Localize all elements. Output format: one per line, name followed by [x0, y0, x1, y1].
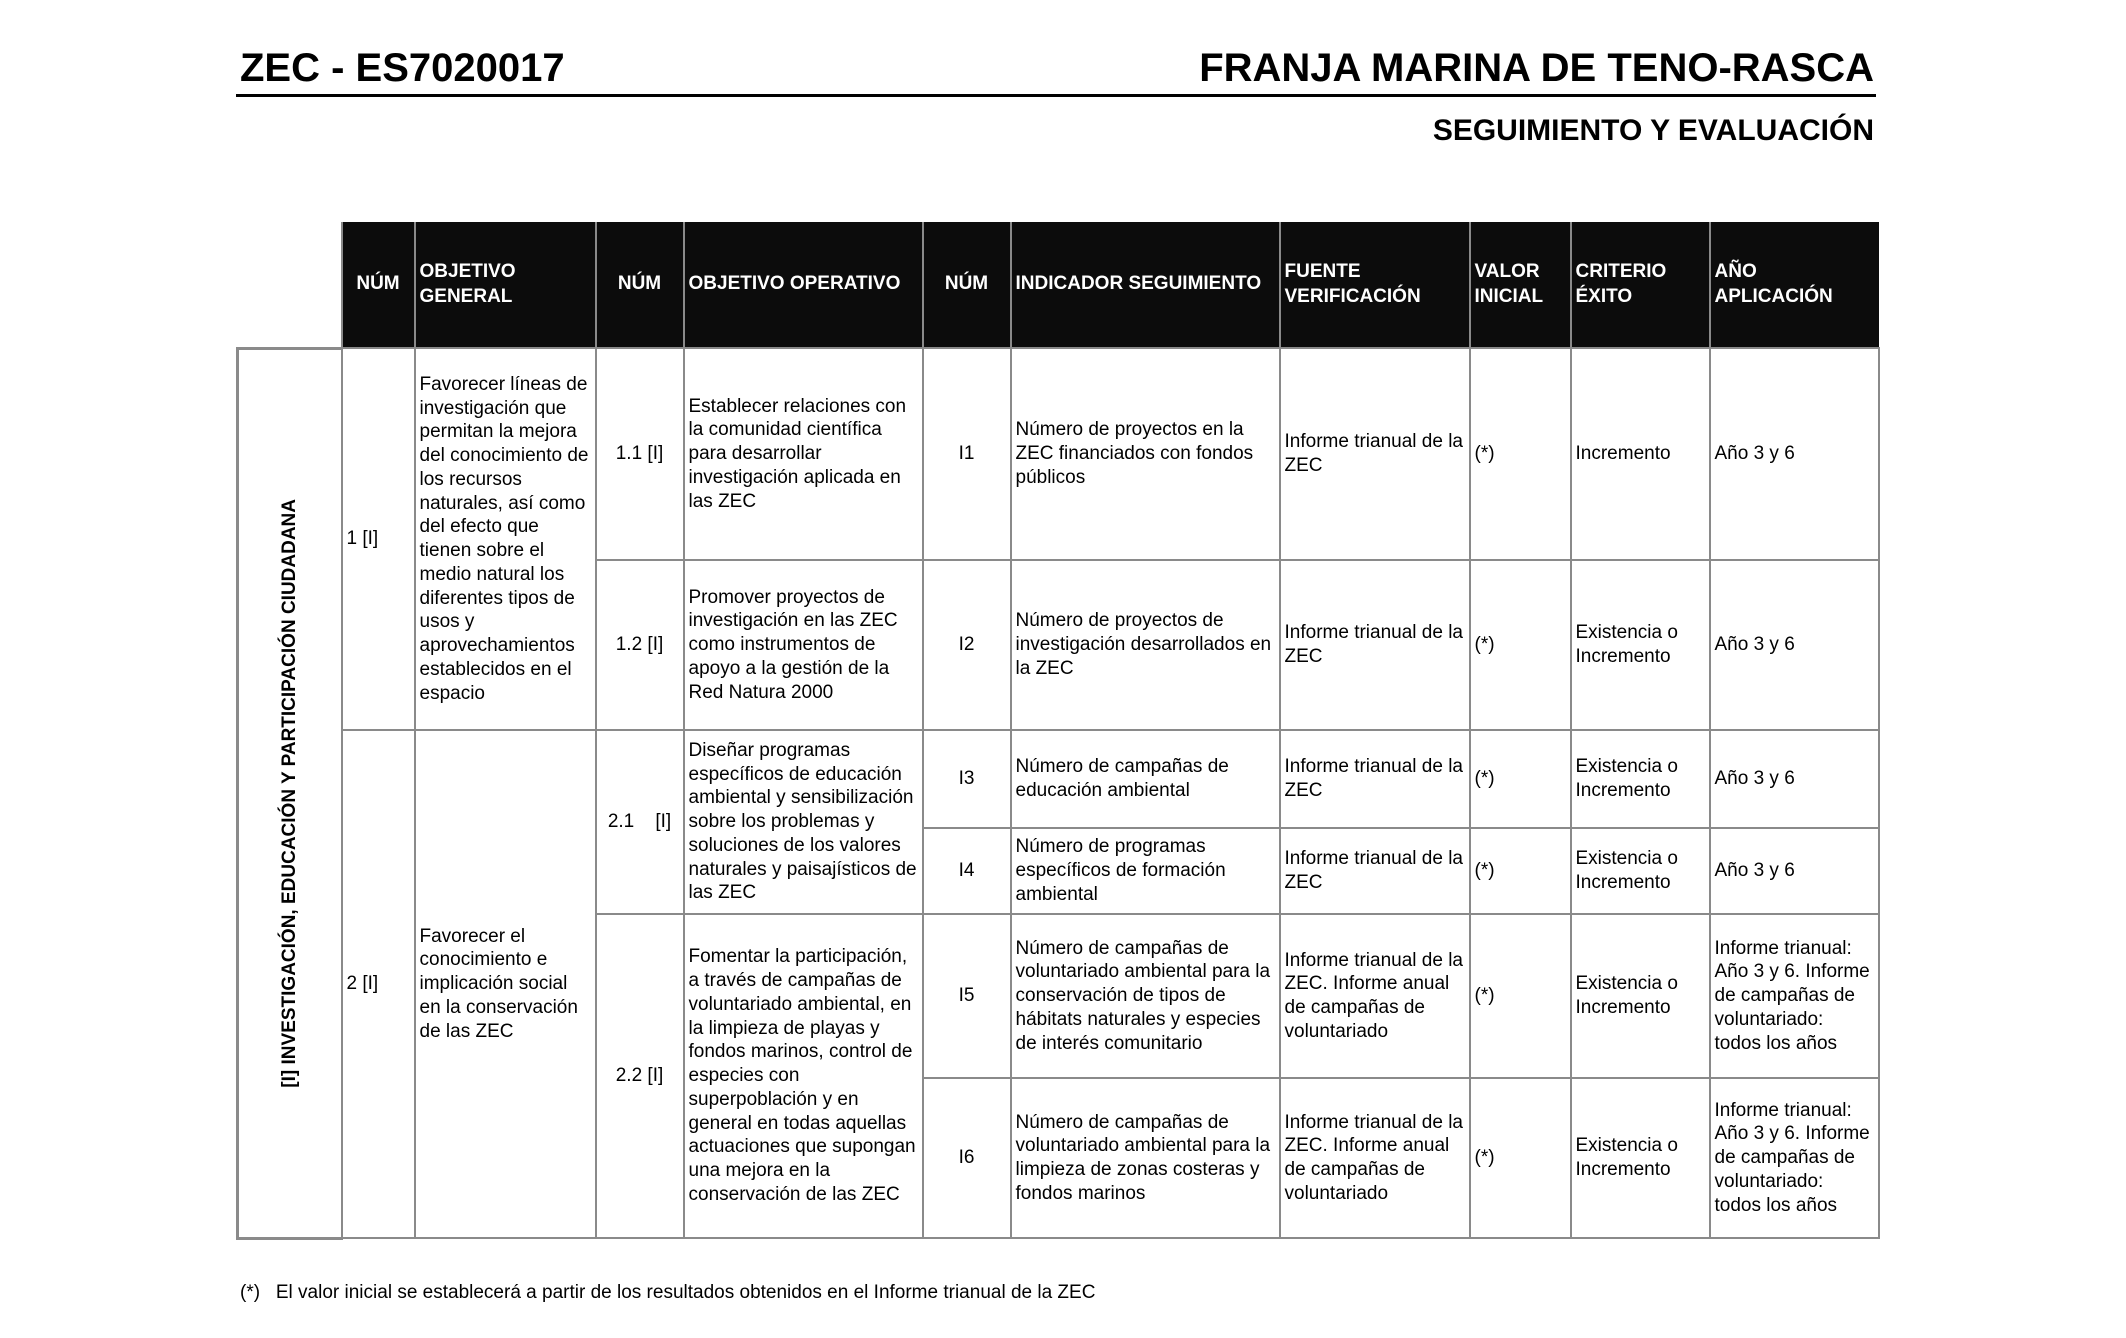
application-year-cell: Año 3 y 6 [1710, 730, 1879, 828]
indicator-cell: Número de campañas de voluntariado ambiental para la conservación de tipos de hábitats naturales y especies de interés comunitario [1011, 914, 1280, 1078]
indicator-num-cell: I5 [923, 914, 1011, 1078]
success-criterion-cell: Existencia o Incremento [1571, 560, 1710, 730]
success-criterion-cell: Existencia o Incremento [1571, 1078, 1710, 1238]
source-cell: Informe trianual de la ZEC [1280, 560, 1470, 730]
document-code: ZEC - ES7020017 [240, 46, 565, 90]
initial-value-cell: (*) [1470, 560, 1571, 730]
table-header-row [238, 222, 1879, 348]
general-num-cell: 1 [I] [342, 348, 415, 730]
col-header-num-indicador: NÚM [923, 222, 1011, 348]
source-cell: Informe trianual de la ZEC. Informe anual de campañas de voluntariado [1280, 914, 1470, 1078]
application-year-cell: Año 3 y 6 [1710, 348, 1879, 560]
table-row [238, 348, 1879, 560]
col-header-fuente: FUENTE VERIFICACIÓN [1280, 222, 1470, 348]
application-year-cell: Año 3 y 6 [1710, 560, 1879, 730]
indicator-num-cell: I1 [923, 348, 1011, 560]
operative-objective-cell: Diseñar programas específicos de educación ambiental y sensibilización sobre los problemas y soluciones de los valores naturales y paisajísticos de las ZEC [684, 730, 923, 914]
operative-objective-cell: Promover proyectos de investigación en las ZEC como instrumentos de apoyo a la gestión de la Red Natura 2000 [684, 560, 923, 730]
header-divider [236, 94, 1876, 97]
col-header-valor: VALOR INICIAL [1470, 222, 1571, 348]
initial-value-cell: (*) [1470, 828, 1571, 914]
operative-num-cell: 2.2 [I] [596, 914, 684, 1238]
operative-num-cell: 1.2 [I] [596, 560, 684, 730]
success-criterion-cell: Existencia o Incremento [1571, 914, 1710, 1078]
success-criterion-cell: Existencia o Incremento [1571, 828, 1710, 914]
success-criterion-cell: Existencia o Incremento [1571, 730, 1710, 828]
indicator-cell: Número de proyectos de investigación desarrollados en la ZEC [1011, 560, 1280, 730]
col-header-num-operativo: NÚM [596, 222, 684, 348]
col-header-num-general: NÚM [342, 222, 415, 348]
operative-num-cell: 1.1 [I] [596, 348, 684, 560]
axis-label: [I] INVESTIGACIÓN, EDUCACIÓN Y PARTICIPACIÓN CIUDADANA [278, 498, 300, 1088]
col-header-objetivo-general: OBJETIVO GENERAL [415, 222, 596, 348]
footnote: (*) El valor inicial se establecerá a partir de los resultados obtenidos en el Informe trianual de la ZEC [240, 1282, 1096, 1303]
indicator-cell: Número de campañas de educación ambiental [1011, 730, 1280, 828]
operative-objective-cell: Establecer relaciones con la comunidad científica para desarrollar investigación aplicada en las ZEC [684, 348, 923, 560]
indicator-cell: Número de programas específicos de formación ambiental [1011, 828, 1280, 914]
indicator-num-cell: I2 [923, 560, 1011, 730]
initial-value-cell: (*) [1470, 730, 1571, 828]
source-cell: Informe trianual de la ZEC [1280, 730, 1470, 828]
initial-value-cell: (*) [1470, 348, 1571, 560]
success-criterion-cell: Incremento [1571, 348, 1710, 560]
indicator-num-cell: I4 [923, 828, 1011, 914]
source-cell: Informe trianual de la ZEC [1280, 348, 1470, 560]
col-header-anio: AÑO APLICACIÓN [1710, 222, 1879, 348]
source-cell: Informe trianual de la ZEC. Informe anual de campañas de voluntariado [1280, 1078, 1470, 1238]
initial-value-cell: (*) [1470, 914, 1571, 1078]
indicator-num-cell: I6 [923, 1078, 1011, 1238]
section-subtitle: SEGUIMIENTO Y EVALUACIÓN [1432, 114, 1874, 147]
col-header-criterio: CRITERIO ÉXITO [1571, 222, 1710, 348]
col-header-indicador: INDICADOR SEGUIMIENTO [1011, 222, 1280, 348]
monitoring-table [236, 222, 1880, 1240]
general-objective-cell: Favorecer líneas de investigación que permitan la mejora del conocimiento de los recursos naturales, así como del efecto que tienen sobre el medio natural los diferentes tipos de usos y aprovechamientos establecidos en el espacio [415, 348, 596, 730]
header-blank-cell [238, 222, 342, 348]
axis-cell [238, 348, 342, 1238]
document-title: FRANJA MARINA DE TENO-RASCA [1199, 46, 1874, 90]
col-header-objetivo-operativo: OBJETIVO OPERATIVO [684, 222, 923, 348]
table-row [238, 730, 1879, 828]
application-year-cell: Informe trianual: Año 3 y 6. Informe de campañas de voluntariado: todos los años [1710, 914, 1879, 1078]
application-year-cell: Año 3 y 6 [1710, 828, 1879, 914]
general-objective-cell: Favorecer el conocimiento e implicación social en la conservación de las ZEC [415, 730, 596, 1238]
source-cell: Informe trianual de la ZEC [1280, 828, 1470, 914]
indicator-cell: Número de proyectos en la ZEC financiados con fondos públicos [1011, 348, 1280, 560]
indicator-cell: Número de campañas de voluntariado ambiental para la limpieza de zonas costeras y fondos marinos [1011, 1078, 1280, 1238]
operative-objective-cell: Fomentar la participación, a través de campañas de voluntariado ambiental, en la limpieza de playas y fondos marinos, control de especies con superpoblación y en general en todas aquellas actuaciones que supongan una mejora en la conservación de las ZEC [684, 914, 923, 1238]
application-year-cell: Informe trianual: Año 3 y 6. Informe de campañas de voluntariado: todos los años [1710, 1078, 1879, 1238]
operative-num-cell: 2.1 [I] [596, 730, 684, 914]
indicator-num-cell: I3 [923, 730, 1011, 828]
general-num-cell: 2 [I] [342, 730, 415, 1238]
initial-value-cell: (*) [1470, 1078, 1571, 1238]
